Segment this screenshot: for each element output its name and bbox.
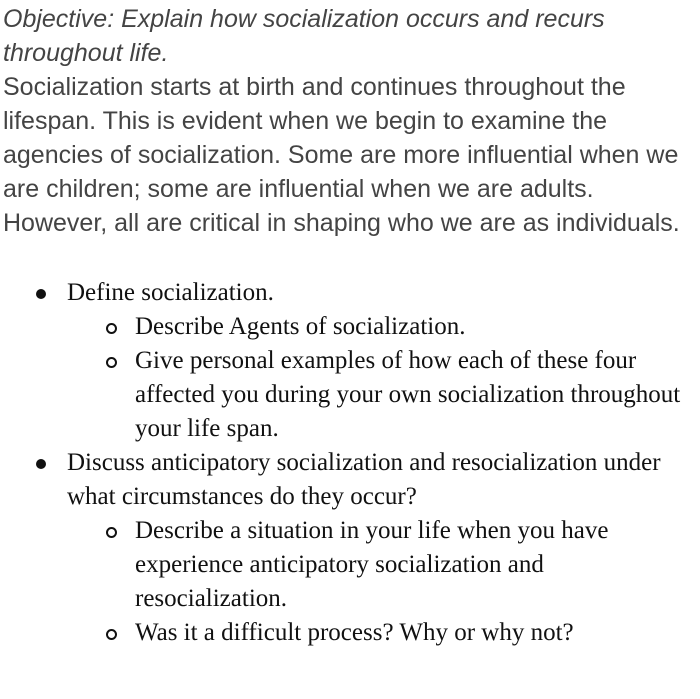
subtask-item [3, 344, 692, 446]
intro-paragraph: Socialization starts at birth and continues throughout the lifespan. This is evident when we begin to examine the agencies of socialization. Some are more influential when we are children; some are influential when we are adults. However, all are critical in shaping who we are as individuals. [3, 73, 680, 237]
subtask-text: Describe Agents of socialization. [135, 313, 466, 340]
task-text: Define socialization. [67, 279, 274, 306]
task-text: Discuss anticipatory socialization and resocialization under what circumstances do they occur? [67, 449, 661, 510]
bullet-disc-icon [36, 289, 46, 299]
subtask-text: Describe a situation in your life when you have experience anticipatory socialization and resocialization. [135, 517, 609, 612]
bullet-circle-icon [106, 323, 117, 334]
bullet-circle-icon [106, 527, 117, 538]
bullet-disc-icon [36, 459, 46, 469]
task-list [3, 276, 692, 650]
subtask-text: Give personal examples of how each of these four affected you during your own socialization throughout your life span. [135, 347, 681, 442]
task-item [3, 446, 692, 514]
subtask-item [3, 310, 692, 344]
bullet-circle-icon [106, 629, 117, 640]
subtask-text: Was it a difficult process? Why or why not? [135, 619, 574, 646]
subtask-item [3, 616, 692, 650]
task-item [3, 276, 692, 310]
subtask-item [3, 514, 692, 616]
bullet-circle-icon [106, 357, 117, 368]
objective-text: Objective: Explain how socialization occurs and recurs throughout life. [3, 5, 605, 67]
